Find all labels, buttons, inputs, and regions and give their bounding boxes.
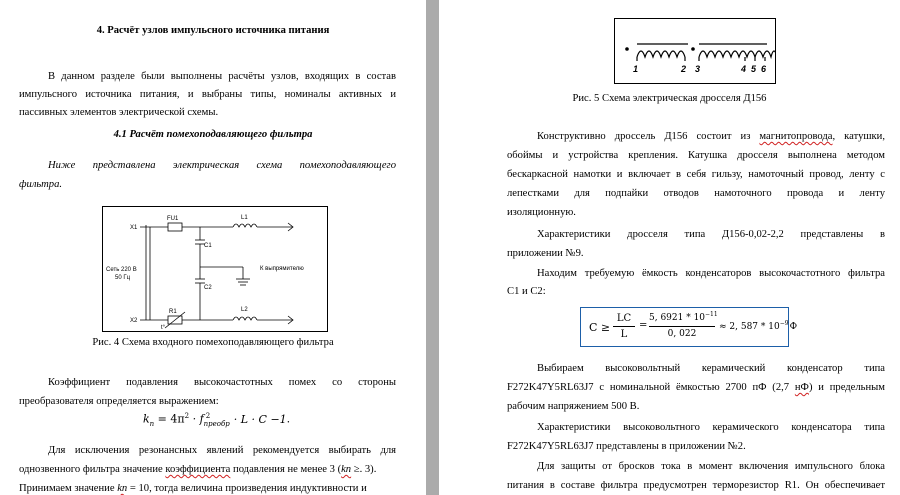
cap-frac1-bar <box>613 326 635 327</box>
coef-line-2: преобразователя определяется выражением: <box>19 396 219 407</box>
choke-pin-4: 4 <box>741 64 747 74</box>
figure-4-caption: Рис. 4 Схема входного помехоподавляющего фильтра <box>92 337 334 348</box>
c1-label: C1 <box>204 243 212 249</box>
c2-label: C2 <box>204 285 212 291</box>
l1-label: L1 <box>241 215 248 221</box>
inductor-l1-symbol <box>233 224 257 227</box>
capacitance-formula-box <box>580 307 798 347</box>
filter-intro-line-1: Ниже представлена электрическая схема помехоподавляющего <box>48 160 396 171</box>
accept-line: Принимаем значение kп = 10, тогда величина произведения индуктивности и <box>19 483 367 494</box>
p4-line-2: F272K47Y5RL63J7 с номинальной ёмкостью 2700 пФ (2,7 нФ) и предельным <box>507 382 885 393</box>
fu1-label: FU1 <box>167 216 179 222</box>
x1-label: X1 <box>130 225 138 231</box>
cap-frac1-den: L <box>620 329 628 340</box>
cap-eq: = <box>639 320 648 331</box>
l2-label: L2 <box>241 307 248 313</box>
p4-line-1: Выбираем высоковольтный керамический конденсатор типа <box>537 363 885 374</box>
cap-approx: ≈ 2, $587 * 10^{-9}Ф$ <box>719 320 798 332</box>
x2-label: X2 <box>130 318 138 324</box>
cap-frac2-bar <box>649 326 715 327</box>
winding-1-symbol <box>637 51 685 57</box>
cap-frac1-num: LC <box>616 313 632 324</box>
resonance-line-2: однозвенного фильтра значение коэффициента подавления не менее 3 (kп ≥. 3). <box>19 464 377 475</box>
winding-2-symbol <box>699 51 775 57</box>
fuse-symbol <box>168 223 182 231</box>
intro-line-2: импульсного источника питания, и выбраны типы, номиналы активных и <box>19 89 396 100</box>
p6-line-1: Для защиты от бросков тока в момент включения импульсного блока <box>537 461 885 472</box>
p4-line-3: рабочим напряжением 500 В. <box>507 401 640 412</box>
p1-line-4: лепестками для подпайки отводов намоточного провода и ленту <box>507 188 885 199</box>
p1-line-5: изоляционную. <box>507 207 576 218</box>
p1-line-1: Конструктивно дроссель Д156 состоит из магнитопровода, катушки, <box>537 131 886 142</box>
p5-line-1: Характеристики высоковольтного керамического конденсатора типа <box>537 422 885 433</box>
figure-5-caption: Рис. 5 Схема электрическая дросселя Д156 <box>572 93 767 104</box>
choke-pin-6: 6 <box>761 64 767 74</box>
section-heading: 4. Расчёт узлов импульсного источника питания <box>96 25 330 36</box>
p2-line-2: приложении №9. <box>507 248 584 259</box>
cap-frac2-den: 0, 022 <box>667 329 697 339</box>
intro-line-1: В данном разделе были выполнены расчёты узлов, входящих в состав <box>48 71 396 82</box>
choke-schematic-drawing <box>615 19 775 83</box>
choke-pin-5: 5 <box>751 64 757 74</box>
suppression-formula: $k_п = 4\pi^2 \cdot f_{преобр}^2 \cdot L \cdot C -1$. <box>143 412 291 428</box>
intro-line-3: пассивных элементов электрической схемы. <box>19 107 219 118</box>
p5-line-2: F272K47Y5RL63J7 представлены в приложении №2. <box>507 441 746 452</box>
subsection-heading: 4.1 Расчёт помехоподавляющего фильтра <box>113 129 313 140</box>
document-page-right-lower <box>439 355 900 495</box>
filter-intro-line-2: фильтра. <box>19 179 63 190</box>
to-rectifier-label: К выпрямителю <box>260 266 304 272</box>
inductor-l2-symbol <box>233 317 257 320</box>
p2-line-1: Характеристики дросселя типа Д156-0,02-2,2 представлены в <box>537 229 885 240</box>
cap-frac2-num: 5, $6921 * 10^{-11}$ <box>649 311 718 323</box>
document-page-left <box>0 0 426 495</box>
p1-line-3: бескаркасной намотки и включает в себя гильзу, намоточный провод, ленту с <box>507 169 885 180</box>
p6-line-2: питания в составе фильтра предусмотрен терморезистор R1. Он обеспечивает <box>507 480 885 491</box>
choke-schematic <box>614 18 776 84</box>
page-gap <box>426 0 439 495</box>
filter-schematic <box>102 206 328 332</box>
coef-line-1: Коэффициент подавления высокочастотных помех со стороны <box>48 377 396 388</box>
p3-line-2: С1 и С2: <box>507 286 546 297</box>
p1-line-2: обоймы и устройства крепления. Катушка дросселя выполнена методом <box>507 150 885 161</box>
t-label: t° <box>161 325 166 331</box>
choke-pin-1: 1 <box>633 64 639 74</box>
mains-label-1: Сеть 220 В <box>106 267 137 273</box>
cap-lhs: C ≥ <box>589 321 611 334</box>
p3-line-1: Находим требуемую ёмкость конденсаторов высокочастотного фильтра <box>537 268 885 279</box>
mains-label-2: 50 Гц <box>115 275 131 281</box>
r1-label: R1 <box>169 309 177 315</box>
choke-pin-3: 3 <box>695 64 701 74</box>
resonance-line-1: Для исключения резонансных явлений рекомендуется выбирать для <box>48 445 396 456</box>
choke-pin-2: 2 <box>681 64 687 74</box>
filter-schematic-drawing <box>103 207 327 331</box>
